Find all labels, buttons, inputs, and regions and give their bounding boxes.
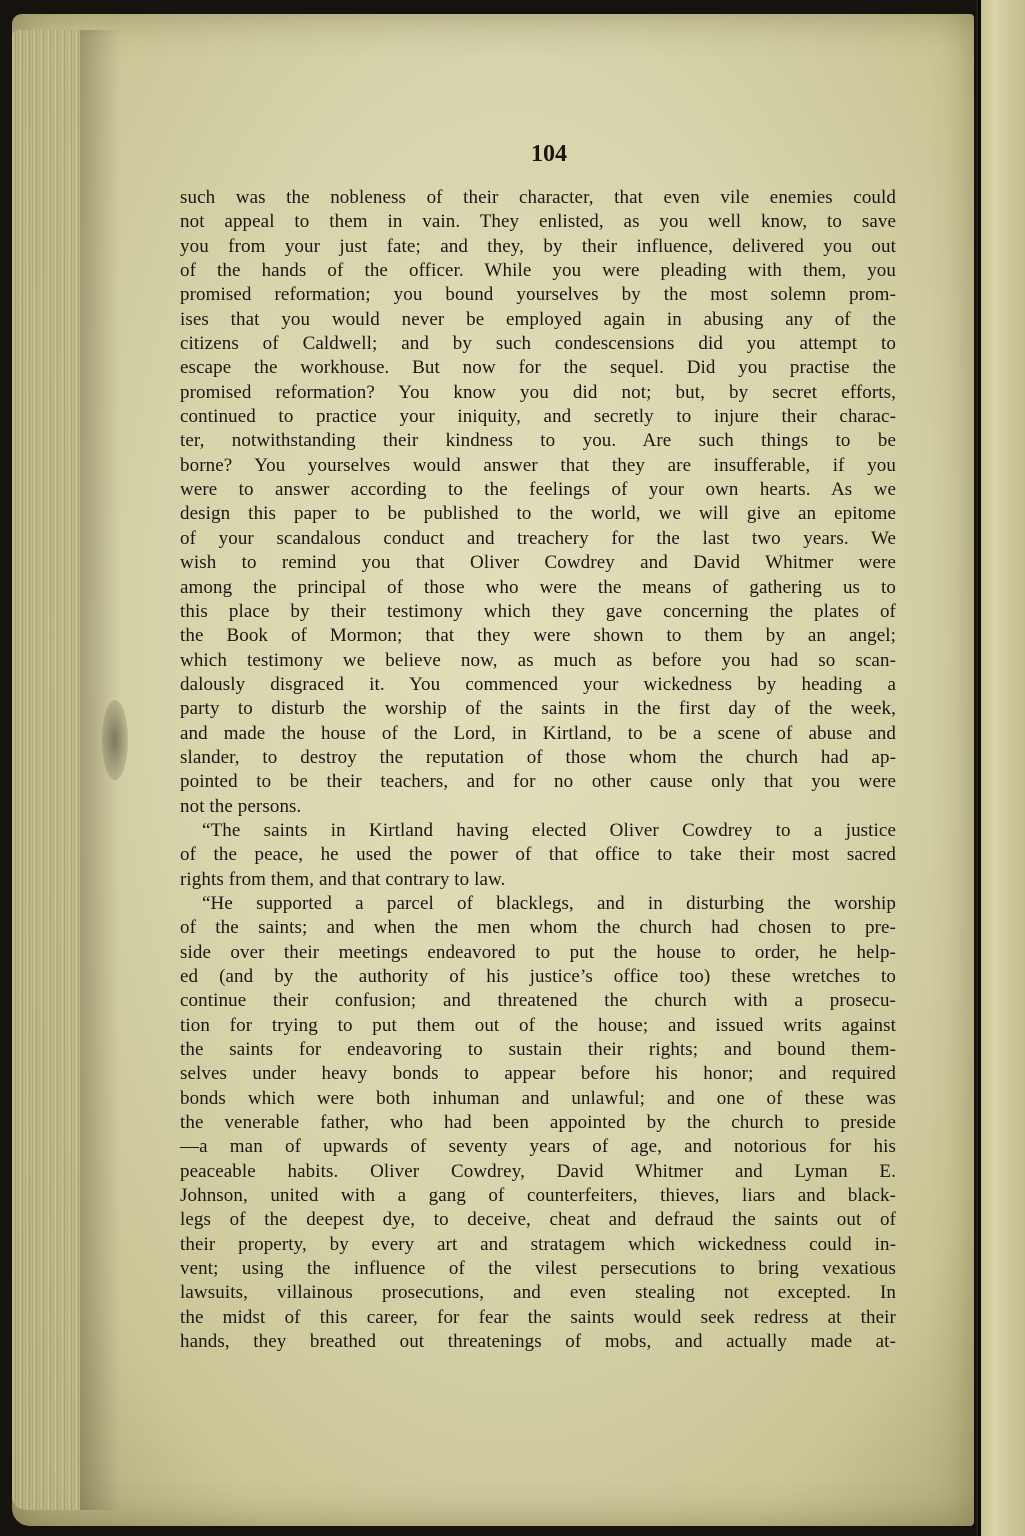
- text-line: the venerable father, who had been appointed by the church to preside: [180, 1112, 896, 1134]
- text-line: party to disturb the worship of the saints in the first day of the week,: [180, 698, 896, 720]
- text-line: lawsuits, villainous prosecutions, and even stealing not excepted. In: [180, 1282, 896, 1304]
- text-line: not appeal to them in vain. They enlisted, as you well know, to save: [180, 211, 896, 233]
- text-line: ed (and by the authority of his justice’s office too) these wretches to: [180, 966, 896, 987]
- text-line: pointed to be their teachers, and for no other cause only that you were: [180, 771, 896, 793]
- text-line: such was the nobleness of their character, that even vile enemies could: [180, 187, 896, 208]
- text-line: continue their confusion; and threatened the church with a prosecu-: [180, 990, 896, 1012]
- text-line: Johnson, united with a gang of counterfeiters, thieves, liars and black-: [180, 1185, 896, 1207]
- paper-stain: [102, 700, 128, 780]
- text-line: which testimony we believe now, as much as before you had so scan-: [180, 649, 896, 671]
- paragraph-end-line: not the persons.: [180, 795, 302, 817]
- text-line: bonds which were both inhuman and unlawful; and one of these was: [180, 1087, 896, 1109]
- text-line: and made the house of the Lord, in Kirtland, to be a scene of abuse and: [180, 722, 896, 744]
- text-line: escape the workhouse. But now for the sequel. Did you practise the: [180, 357, 896, 379]
- text-line: of the hands of the officer. While you were pleading with them, you: [180, 260, 896, 282]
- text-line: of your scandalous conduct and treachery for the last two years. We: [180, 527, 896, 549]
- text-line: slander, to destroy the reputation of those whom the church had ap-: [180, 746, 896, 768]
- text-line: their property, by every art and stratagem which wickedness could in-: [180, 1233, 896, 1255]
- text-line: the Book of Mormon; that they were shown to them by an angel;: [180, 625, 896, 647]
- text-line: this place by their testimony which they gave concerning the plates of: [180, 600, 896, 622]
- paragraph-end-line: rights from them, and that contrary to law.: [180, 868, 506, 890]
- text-line: vent; using the influence of the vilest persecutions to bring vexatious: [180, 1258, 896, 1280]
- paragraph-start-line: “The saints in Kirtland having elected Oliver Cowdrey to a justice: [202, 819, 896, 841]
- text-line: ises that you would never be employed again in abusing any of the: [180, 308, 896, 330]
- text-line: selves under heavy bonds to appear before his honor; and required: [180, 1063, 896, 1085]
- text-line: the saints for endeavoring to sustain their rights; and bound them-: [180, 1039, 896, 1061]
- text-line: ter, notwithstanding their kindness to you. Are such things to be: [180, 430, 896, 452]
- text-line: of the peace, he used the power of that office to take their most sacred: [180, 844, 896, 866]
- text-line: borne? You yourselves would answer that they are insufferable, if you: [180, 454, 896, 476]
- text-line: continued to practice your iniquity, and secretly to injure their charac-: [180, 406, 896, 428]
- page-text: [180, 134, 896, 1355]
- text-line: peaceable habits. Oliver Cowdrey, David Whitmer and Lyman E.: [180, 1160, 896, 1182]
- text-line: side over their meetings endeavored to put the house to order, he help-: [180, 941, 896, 963]
- text-line: legs of the deepest dye, to deceive, cheat and defraud the saints out of: [180, 1209, 896, 1231]
- text-line: hands, they breathed out threatenings of mobs, and actually made at-: [180, 1331, 896, 1353]
- text-line: citizens of Caldwell; and by such condescensions did you attempt to: [180, 333, 896, 355]
- text-line: among the principal of those who were the means of gathering us to: [180, 576, 896, 598]
- text-line: promised reformation; you bound yourselves by the most solemn prom-: [180, 284, 896, 306]
- paragraph-start-line: “He supported a parcel of blacklegs, and in disturbing the worship: [202, 892, 896, 914]
- text-line: of the saints; and when the men whom the church had chosen to pre-: [180, 917, 896, 939]
- text-line: wish to remind you that Oliver Cowdrey and David Whitmer were: [180, 552, 896, 574]
- text-line: the midst of this career, for fear the saints would seek redress at their: [180, 1306, 896, 1328]
- text-line: tion for trying to put them out of the house; and issued writs against: [180, 1014, 896, 1036]
- facing-page-edge: [974, 0, 1025, 1536]
- page-number: 104: [531, 141, 567, 167]
- binding-line: [978, 0, 981, 1536]
- text-line: were to answer according to the feelings of your own hearts. As we: [180, 479, 896, 501]
- text-line: you from your just fate; and they, by their influence, delivered you out: [180, 235, 896, 257]
- text-line: design this paper to be published to the world, we will give an epitome: [180, 503, 896, 525]
- text-line: —a man of upwards of seventy years of age, and notorious for his: [180, 1136, 896, 1158]
- page-edges: [12, 30, 80, 1510]
- body-text: [180, 186, 896, 1355]
- text-line: dalously disgraced it. You commenced your wickedness by heading a: [180, 673, 896, 695]
- text-line: promised reformation? You know you did not; but, by secret efforts,: [180, 381, 896, 403]
